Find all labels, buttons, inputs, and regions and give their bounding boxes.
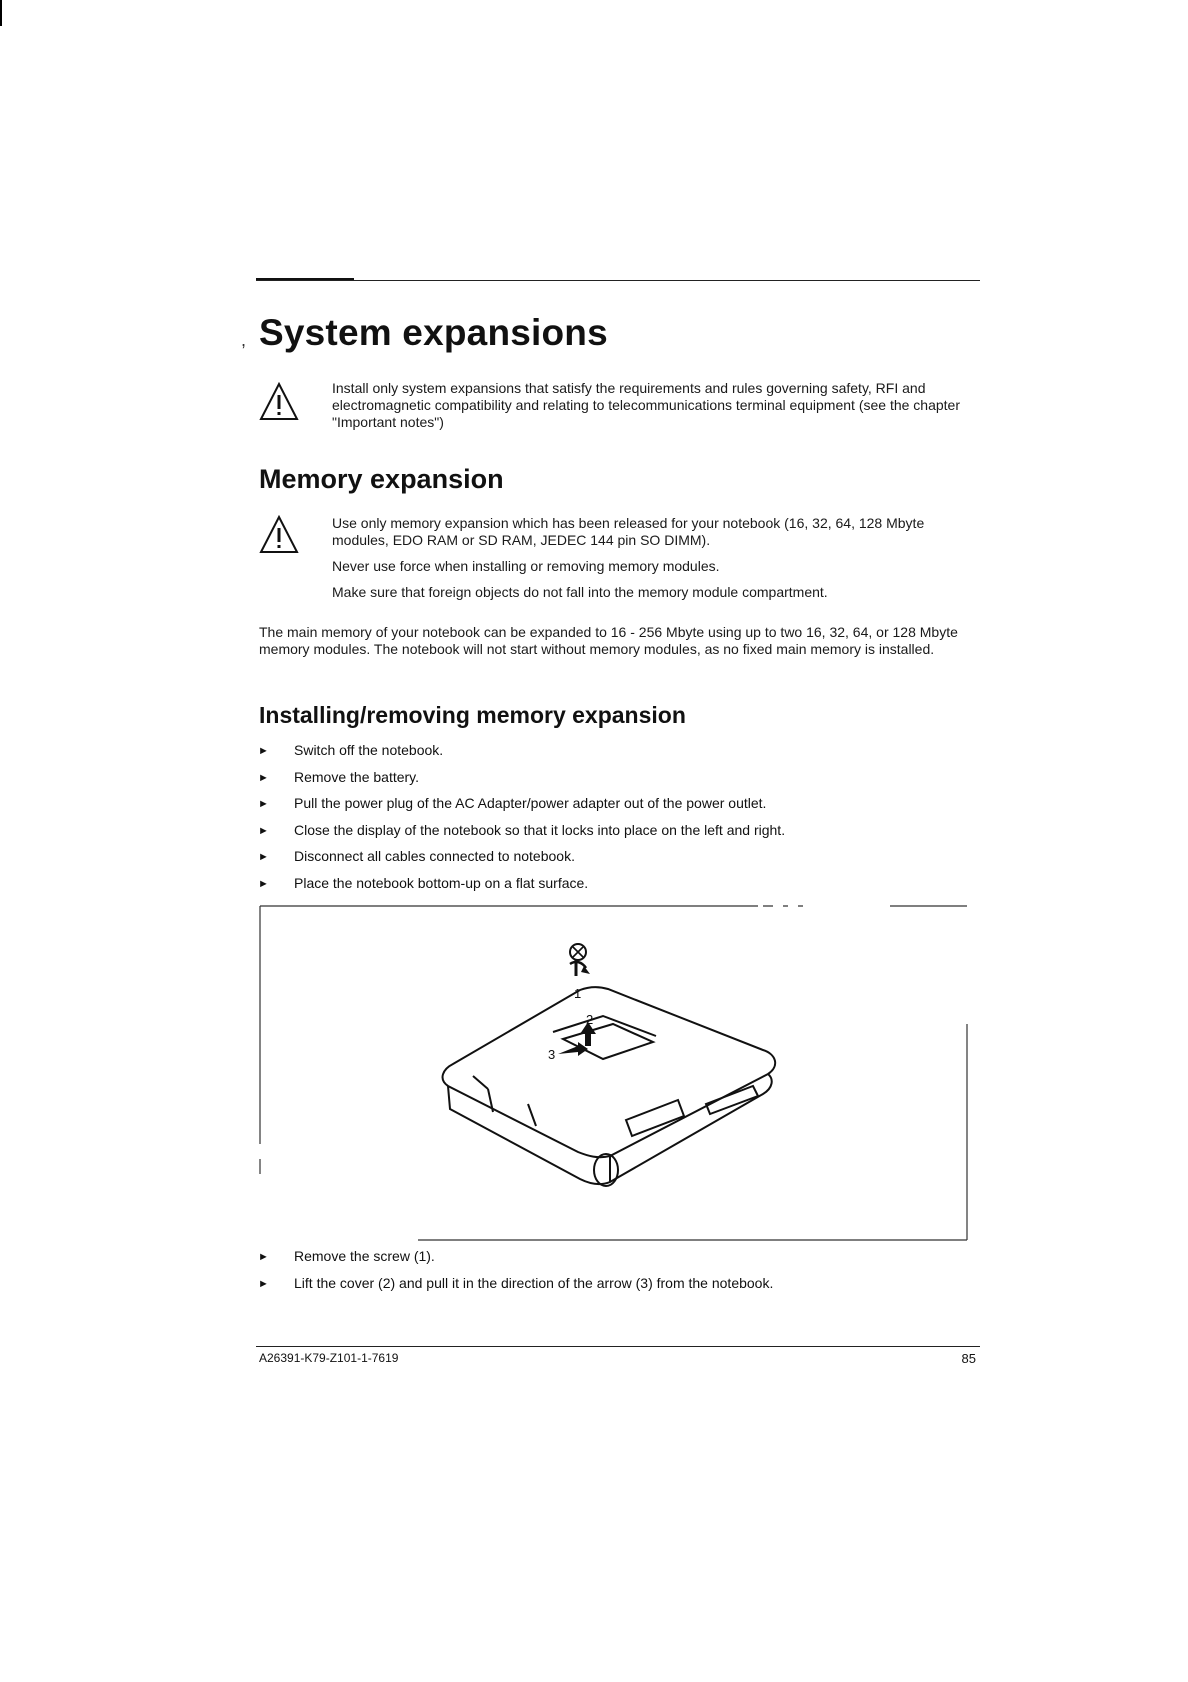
screw-icon <box>570 944 590 976</box>
header-rule <box>256 280 980 281</box>
warning-triangle-icon <box>259 515 299 555</box>
footer-rule <box>256 1346 980 1347</box>
memory-body-text: The main memory of your notebook can be expanded to 16 - 256 Mbyte using up to two 16, 32, 64, or 128 Mbyte memory modules. The notebook will not start without memory modules, as no fixed main memory is installed. <box>259 624 958 657</box>
triangle-right-icon: ► <box>258 824 269 837</box>
page-number: 85 <box>961 1351 976 1366</box>
memory-warning-line: Never use force when installing or removing memory modules. <box>332 558 720 574</box>
page-title: System expansions <box>259 312 608 353</box>
list-item <box>258 742 978 769</box>
step-text: Disconnect all cables connected to notebook. <box>294 848 575 864</box>
step-text: Place the notebook bottom-up on a flat surface. <box>294 874 589 891</box>
step-text: Lift the cover (2) and pull it in the direction of the arrow (3) from the notebook. <box>294 1275 774 1291</box>
removal-steps-list <box>258 1248 978 1302</box>
triangle-right-icon: ► <box>258 745 269 757</box>
step-text: Remove the screw (1). <box>294 1248 435 1264</box>
figure-label-2: 2 <box>586 1012 594 1027</box>
list-item <box>258 875 978 902</box>
figure-label-3: 3 <box>548 1047 556 1062</box>
triangle-right-icon: ► <box>258 851 269 863</box>
notebook-illustration <box>258 904 968 1242</box>
warning-triangle-icon <box>259 382 299 422</box>
triangle-right-icon: ► <box>258 771 269 784</box>
step-text: Switch off the notebook. <box>294 742 444 758</box>
step-text: Pull the power plug of the AC Adapter/power adapter out of the power outlet. <box>294 795 767 811</box>
scan-edge-mark <box>0 0 2 26</box>
list-item <box>258 1248 978 1275</box>
memory-warning-line: Use only memory expansion which has been released for your notebook (16, 32, 64, 128 Mbyte modules, EDO RAM or SD RAM, JEDEC 144 pin SO DIMM). <box>332 515 925 548</box>
safety-warning-text: Install only system expansions that satisfy the requirements and rules governing safety, RFI and electromagnetic compatibility and relating to telecommunications terminal equipment (see the chapter "Important notes") <box>332 380 960 430</box>
document-number: A26391-K79-Z101-1-7619 <box>259 1351 399 1365</box>
list-item <box>258 795 978 822</box>
memory-heading: Memory expansion <box>259 464 504 494</box>
triangle-right-icon: ► <box>258 1278 269 1290</box>
list-item <box>258 822 978 849</box>
install-heading: Installing/removing memory expansion <box>259 702 686 728</box>
figure-label-1: 1 <box>574 986 582 1001</box>
install-steps-list <box>258 742 978 901</box>
list-item <box>258 848 978 875</box>
list-item <box>258 1275 978 1302</box>
scan-tick-mark: , <box>241 330 247 350</box>
memory-warning-line: Make sure that foreign objects do not fall into the memory module compartment. <box>332 584 828 600</box>
triangle-right-icon: ► <box>258 1251 269 1263</box>
triangle-right-icon: ► <box>258 877 269 890</box>
step-text: Remove the battery. <box>294 768 420 785</box>
step-text: Close the display of the notebook so that it locks into place on the left and right. <box>294 821 786 838</box>
triangle-right-icon: ► <box>258 798 269 810</box>
list-item <box>258 769 978 796</box>
